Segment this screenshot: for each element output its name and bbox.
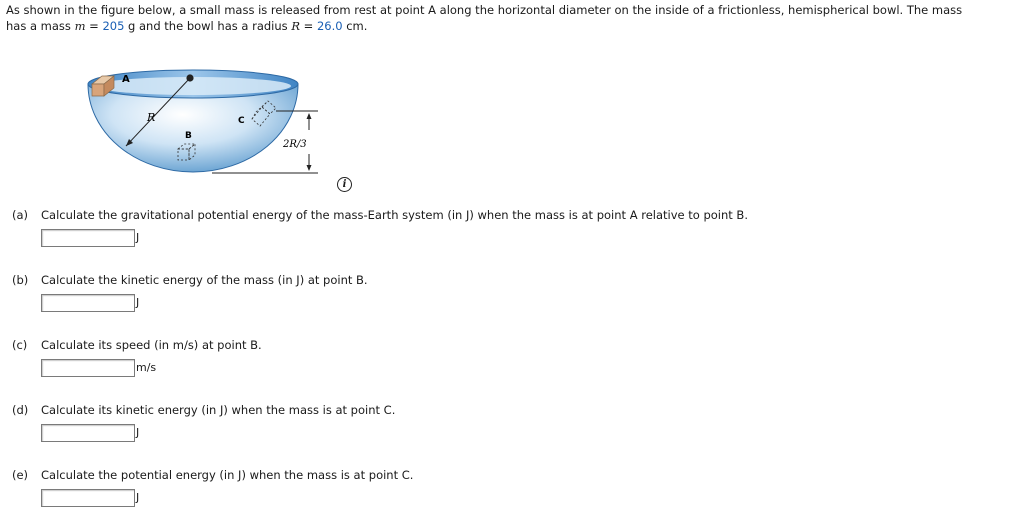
intro-text: cm. — [342, 19, 368, 33]
question-b — [12, 273, 368, 287]
question-a — [12, 208, 748, 222]
question-label: (d) — [12, 403, 29, 417]
question-label: (b) — [12, 273, 29, 287]
question-e — [12, 468, 413, 482]
question-c — [12, 338, 262, 352]
question-text: Calculate the gravitational potential energy of the mass-Earth system (in J) when the mass is at point A relative to point B. — [41, 208, 748, 222]
problem-statement — [6, 2, 1011, 34]
answer-a-input[interactable] — [41, 229, 135, 247]
mass-symbol: m — [74, 19, 86, 33]
height-label: 2R/3 — [283, 139, 307, 150]
question-text: Calculate the kinetic energy of the mass (in J) at point B. — [41, 273, 368, 287]
answer-e-input[interactable] — [41, 489, 135, 507]
intro-text: g and the bowl has a radius — [124, 19, 292, 33]
unit-label: m/s — [136, 361, 157, 374]
answer-b-input[interactable] — [41, 294, 135, 312]
point-B-label: B — [185, 131, 192, 141]
info-icon[interactable]: i — [337, 177, 352, 192]
question-label: (c) — [12, 338, 28, 352]
radius-symbol: R — [291, 19, 300, 33]
question-label: (e) — [12, 468, 29, 482]
question-label: (a) — [12, 208, 29, 222]
question-text: Calculate its speed (in m/s) at point B. — [41, 338, 262, 352]
equals-sign: = — [85, 19, 103, 33]
intro-text: has a mass — [6, 19, 75, 33]
intro-line-2 — [6, 18, 1011, 34]
radius-label: R — [147, 111, 156, 124]
answer-d-input[interactable] — [41, 424, 135, 442]
question-text: Calculate the potential energy (in J) when the mass is at point C. — [41, 468, 414, 482]
point-A-label: A — [122, 74, 130, 85]
unit-label: J — [136, 426, 140, 439]
unit-label: J — [136, 296, 140, 309]
mass-value: 205 — [102, 19, 125, 33]
point-C-label: C — [238, 116, 245, 126]
bowl-figure — [80, 62, 360, 202]
equals-sign: = — [299, 19, 317, 33]
answer-c-input[interactable] — [41, 359, 135, 377]
unit-label: J — [136, 231, 140, 244]
question-d — [12, 403, 395, 417]
radius-value: 26.0 — [316, 19, 343, 33]
unit-label: J — [136, 491, 140, 504]
question-text: Calculate its kinetic energy (in J) when the mass is at point C. — [41, 403, 396, 417]
intro-line-1: As shown in the figure below, a small mass is released from rest at point A along the horizontal diameter on the inside of a frictionless, hemispherical bowl. The mass — [6, 3, 963, 17]
